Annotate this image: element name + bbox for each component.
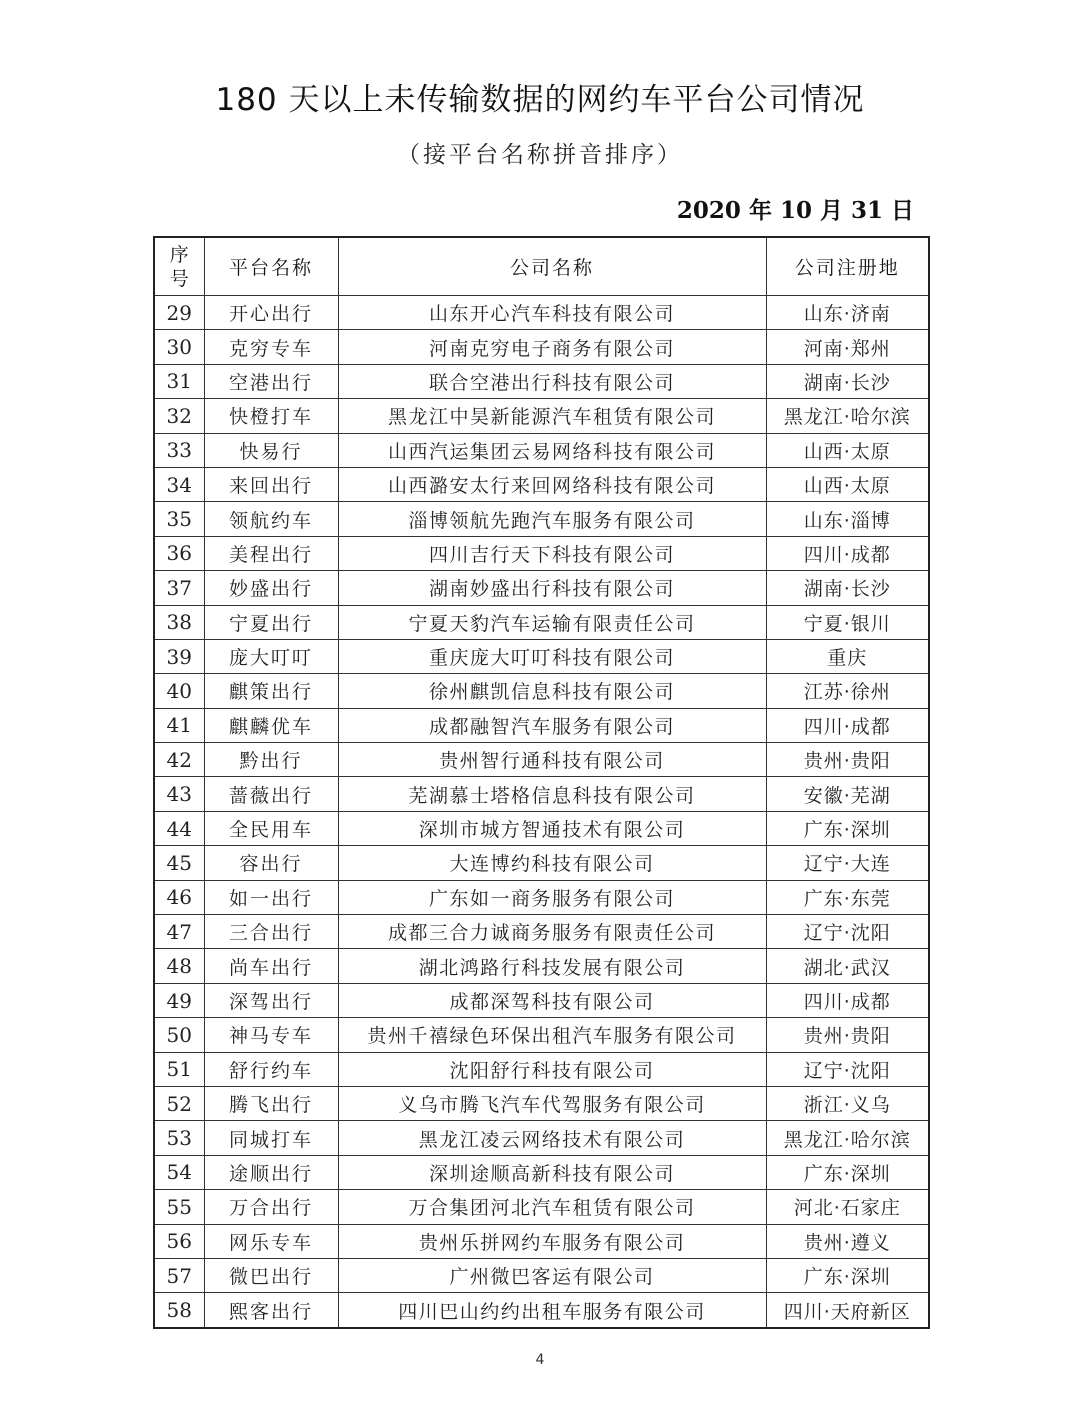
cell-company-name: 河南克穷电子商务有限公司	[338, 330, 766, 364]
cell-serial-number: 32	[154, 399, 204, 433]
cell-company-name: 四川巴山约约出租车服务有限公司	[338, 1293, 766, 1328]
cell-registration-place: 安徽·芜湖	[766, 777, 929, 811]
cell-serial-number: 53	[154, 1121, 204, 1155]
cell-company-name: 山西汽运集团云易网络科技有限公司	[338, 433, 766, 467]
cell-platform-name: 麒麟优车	[204, 708, 338, 742]
cell-company-name: 成都融智汽车服务有限公司	[338, 708, 766, 742]
cell-serial-number: 52	[154, 1086, 204, 1120]
cell-serial-number: 45	[154, 846, 204, 880]
table-row	[154, 639, 929, 673]
cell-platform-name: 麒策出行	[204, 674, 338, 708]
cell-serial-number: 30	[154, 330, 204, 364]
table-row	[154, 536, 929, 570]
cell-company-name: 贵州智行通科技有限公司	[338, 743, 766, 777]
table-row	[154, 399, 929, 433]
cell-platform-name: 庞大叮叮	[204, 639, 338, 673]
header-platform-name: 平台名称	[204, 237, 338, 296]
cell-registration-place: 山西·太原	[766, 467, 929, 501]
cell-registration-place: 湖北·武汉	[766, 949, 929, 983]
cell-platform-name: 空港出行	[204, 364, 338, 398]
table-row	[154, 846, 929, 880]
cell-registration-place: 湖南·长沙	[766, 571, 929, 605]
cell-serial-number: 38	[154, 605, 204, 639]
table-row	[154, 1155, 929, 1189]
cell-registration-place: 贵州·遵义	[766, 1224, 929, 1258]
cell-platform-name: 蔷薇出行	[204, 777, 338, 811]
table-row	[154, 708, 929, 742]
cell-serial-number: 34	[154, 467, 204, 501]
table-row	[154, 1190, 929, 1224]
table-row	[154, 364, 929, 398]
cell-registration-place: 四川·成都	[766, 708, 929, 742]
cell-company-name: 贵州千禧绿色环保出租汽车服务有限公司	[338, 1018, 766, 1052]
cell-registration-place: 黑龙江·哈尔滨	[766, 1121, 929, 1155]
cell-platform-name: 开心出行	[204, 296, 338, 330]
cell-platform-name: 快易行	[204, 433, 338, 467]
cell-company-name: 万合集团河北汽车租赁有限公司	[338, 1190, 766, 1224]
cell-registration-place: 广东·深圳	[766, 1155, 929, 1189]
cell-platform-name: 深驾出行	[204, 983, 338, 1017]
cell-serial-number: 37	[154, 571, 204, 605]
cell-platform-name: 尚车出行	[204, 949, 338, 983]
cell-platform-name: 途顺出行	[204, 1155, 338, 1189]
cell-registration-place: 贵州·贵阳	[766, 743, 929, 777]
cell-serial-number: 41	[154, 708, 204, 742]
platform-table	[153, 236, 930, 1329]
cell-serial-number: 36	[154, 536, 204, 570]
cell-serial-number: 58	[154, 1293, 204, 1328]
cell-company-name: 徐州麒凯信息科技有限公司	[338, 674, 766, 708]
table-row	[154, 1258, 929, 1292]
table-row	[154, 915, 929, 949]
table-row	[154, 1121, 929, 1155]
cell-registration-place: 浙江·义乌	[766, 1086, 929, 1120]
cell-platform-name: 万合出行	[204, 1190, 338, 1224]
table-row	[154, 571, 929, 605]
header-company-name: 公司名称	[338, 237, 766, 296]
cell-serial-number: 43	[154, 777, 204, 811]
header-registration-place: 公司注册地	[766, 237, 929, 296]
cell-platform-name: 网乐专车	[204, 1224, 338, 1258]
cell-registration-place: 四川·天府新区	[766, 1293, 929, 1328]
cell-serial-number: 50	[154, 1018, 204, 1052]
cell-company-name: 山西潞安太行来回网络科技有限公司	[338, 467, 766, 501]
table-row	[154, 1086, 929, 1120]
cell-company-name: 广东如一商务服务有限公司	[338, 880, 766, 914]
cell-serial-number: 47	[154, 915, 204, 949]
cell-serial-number: 35	[154, 502, 204, 536]
cell-registration-place: 四川·成都	[766, 536, 929, 570]
cell-platform-name: 黔出行	[204, 743, 338, 777]
cell-serial-number: 56	[154, 1224, 204, 1258]
cell-serial-number: 33	[154, 433, 204, 467]
cell-platform-name: 腾飞出行	[204, 1086, 338, 1120]
cell-registration-place: 山东·济南	[766, 296, 929, 330]
cell-serial-number: 54	[154, 1155, 204, 1189]
table-row	[154, 1293, 929, 1328]
cell-company-name: 深圳市城方智通技术有限公司	[338, 811, 766, 845]
cell-company-name: 联合空港出行科技有限公司	[338, 364, 766, 398]
cell-platform-name: 宁夏出行	[204, 605, 338, 639]
cell-platform-name: 三合出行	[204, 915, 338, 949]
cell-platform-name: 如一出行	[204, 880, 338, 914]
cell-platform-name: 舒行约车	[204, 1052, 338, 1086]
cell-platform-name: 美程出行	[204, 536, 338, 570]
cell-company-name: 湖北鸿路行科技发展有限公司	[338, 949, 766, 983]
table-row	[154, 811, 929, 845]
cell-platform-name: 熙客出行	[204, 1293, 338, 1328]
cell-company-name: 芜湖慕士塔格信息科技有限公司	[338, 777, 766, 811]
cell-company-name: 成都深驾科技有限公司	[338, 983, 766, 1017]
cell-company-name: 义乌市腾飞汽车代驾服务有限公司	[338, 1086, 766, 1120]
table-header-row	[154, 237, 929, 296]
table-row	[154, 743, 929, 777]
cell-platform-name: 神马专车	[204, 1018, 338, 1052]
cell-registration-place: 宁夏·银川	[766, 605, 929, 639]
table-row	[154, 674, 929, 708]
cell-registration-place: 河北·石家庄	[766, 1190, 929, 1224]
cell-platform-name: 妙盛出行	[204, 571, 338, 605]
cell-company-name: 黑龙江中昊新能源汽车租赁有限公司	[338, 399, 766, 433]
cell-company-name: 宁夏天豹汽车运输有限责任公司	[338, 605, 766, 639]
header-serial-number-line2: 号	[169, 267, 189, 290]
cell-company-name: 贵州乐拼网约车服务有限公司	[338, 1224, 766, 1258]
document-date: 2020 年 10 月 31 日	[676, 197, 914, 224]
cell-platform-name: 快橙打车	[204, 399, 338, 433]
page-subtitle: （接平台名称拼音排序）	[397, 142, 683, 168]
cell-registration-place: 广东·深圳	[766, 811, 929, 845]
cell-serial-number: 40	[154, 674, 204, 708]
header-serial-number	[154, 237, 204, 296]
cell-platform-name: 克穷专车	[204, 330, 338, 364]
cell-registration-place: 辽宁·沈阳	[766, 915, 929, 949]
header-serial-number-line1: 序	[169, 243, 189, 266]
cell-company-name: 湖南妙盛出行科技有限公司	[338, 571, 766, 605]
cell-serial-number: 42	[154, 743, 204, 777]
cell-company-name: 深圳途顺高新科技有限公司	[338, 1155, 766, 1189]
cell-company-name: 黑龙江凌云网络技术有限公司	[338, 1121, 766, 1155]
cell-registration-place: 黑龙江·哈尔滨	[766, 399, 929, 433]
cell-registration-place: 四川·成都	[766, 983, 929, 1017]
cell-serial-number: 55	[154, 1190, 204, 1224]
table-row	[154, 330, 929, 364]
table-row	[154, 502, 929, 536]
cell-registration-place: 辽宁·大连	[766, 846, 929, 880]
table-body	[154, 296, 929, 1328]
cell-registration-place: 湖南·长沙	[766, 364, 929, 398]
cell-platform-name: 全民用车	[204, 811, 338, 845]
cell-company-name: 成都三合力诚商务服务有限责任公司	[338, 915, 766, 949]
cell-serial-number: 44	[154, 811, 204, 845]
cell-platform-name: 来回出行	[204, 467, 338, 501]
cell-company-name: 淄博领航先跑汽车服务有限公司	[338, 502, 766, 536]
cell-platform-name: 容出行	[204, 846, 338, 880]
cell-registration-place: 河南·郑州	[766, 330, 929, 364]
cell-platform-name: 微巴出行	[204, 1258, 338, 1292]
cell-serial-number: 46	[154, 880, 204, 914]
cell-company-name: 重庆庞大叮叮科技有限公司	[338, 639, 766, 673]
cell-registration-place: 江苏·徐州	[766, 674, 929, 708]
table-row	[154, 1018, 929, 1052]
cell-serial-number: 31	[154, 364, 204, 398]
page-title: 180 天以上未传输数据的网约车平台公司情况	[215, 82, 865, 118]
cell-registration-place: 山西·太原	[766, 433, 929, 467]
cell-serial-number: 48	[154, 949, 204, 983]
cell-platform-name: 同城打车	[204, 1121, 338, 1155]
cell-registration-place: 贵州·贵阳	[766, 1018, 929, 1052]
table-row	[154, 1224, 929, 1258]
cell-serial-number: 51	[154, 1052, 204, 1086]
cell-company-name: 广州微巴客运有限公司	[338, 1258, 766, 1292]
page-number: 4	[535, 1352, 545, 1368]
cell-registration-place: 重庆	[766, 639, 929, 673]
cell-registration-place: 广东·东莞	[766, 880, 929, 914]
cell-serial-number: 57	[154, 1258, 204, 1292]
cell-registration-place: 山东·淄博	[766, 502, 929, 536]
cell-company-name: 山东开心汽车科技有限公司	[338, 296, 766, 330]
cell-company-name: 四川吉行天下科技有限公司	[338, 536, 766, 570]
table-row	[154, 880, 929, 914]
table-row	[154, 949, 929, 983]
table-row	[154, 777, 929, 811]
cell-serial-number: 39	[154, 639, 204, 673]
cell-registration-place: 广东·深圳	[766, 1258, 929, 1292]
table-row	[154, 296, 929, 330]
table-row	[154, 1052, 929, 1086]
table-row	[154, 433, 929, 467]
cell-serial-number: 29	[154, 296, 204, 330]
cell-serial-number: 49	[154, 983, 204, 1017]
cell-platform-name: 领航约车	[204, 502, 338, 536]
table-row	[154, 605, 929, 639]
cell-company-name: 大连博约科技有限公司	[338, 846, 766, 880]
cell-company-name: 沈阳舒行科技有限公司	[338, 1052, 766, 1086]
table-row	[154, 467, 929, 501]
cell-registration-place: 辽宁·沈阳	[766, 1052, 929, 1086]
table-row	[154, 983, 929, 1017]
